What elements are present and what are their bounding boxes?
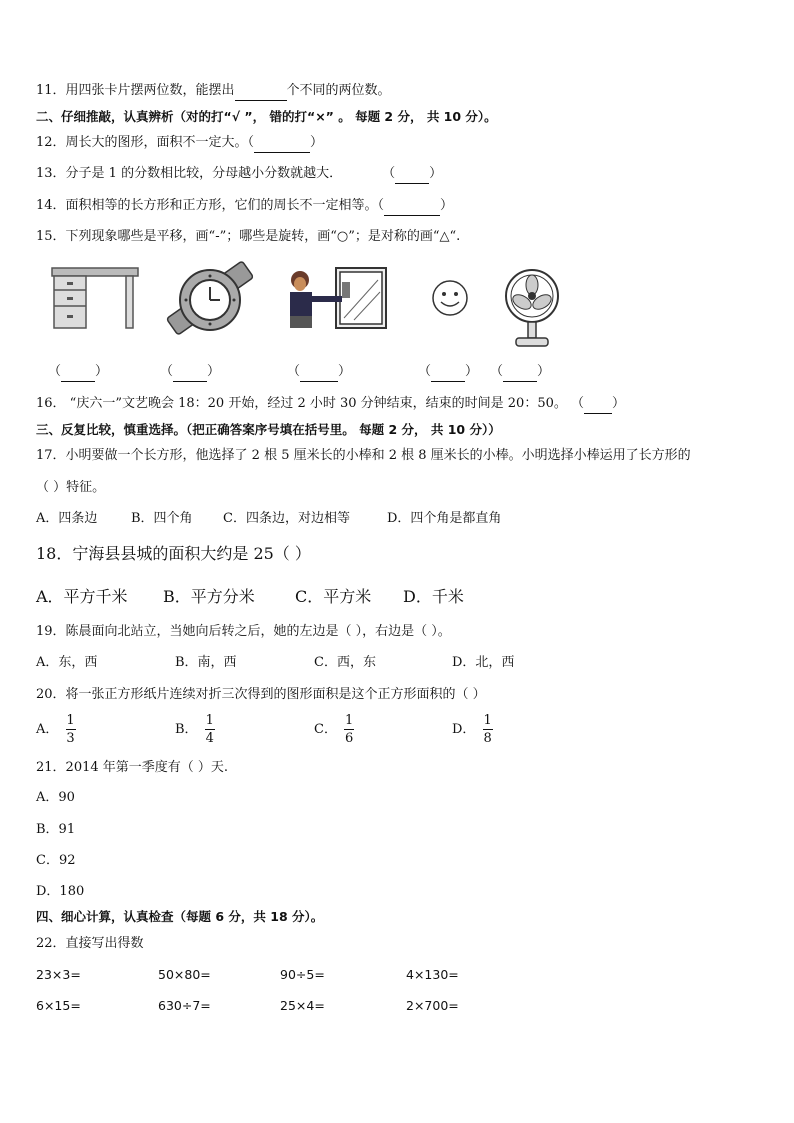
watch-icon	[164, 260, 256, 342]
q21-option-c[interactable]: C．92	[36, 853, 76, 868]
q18-option-a[interactable]: A．平方千米	[36, 587, 128, 606]
calc-item: 2×700=	[406, 998, 459, 1013]
question-17-line-2: （ ）特征。	[36, 480, 106, 495]
question-17-line-1: 17．小明要做一个长方形，他选择了 2 根 5 厘米长的小棒和 2 根 8 厘米长的小棒。小明选择小棒运用了长方形的	[36, 448, 691, 463]
q12-close: ）	[310, 135, 324, 150]
answer-blank[interactable]	[395, 165, 429, 184]
answer-blank[interactable]	[254, 134, 310, 153]
calc-item: 25×4=	[280, 998, 325, 1013]
q14-text: 14．面积相等的长方形和正方形，它们的周长不一定相等。（	[36, 198, 385, 213]
calc-item: 6×15=	[36, 998, 81, 1013]
q20-option-b[interactable]: B． $\frac{1}{4}$	[175, 713, 214, 746]
fraction-numerator: 1	[66, 713, 75, 728]
fraction-denominator: 6	[344, 731, 354, 746]
q17-option-d[interactable]: D．四个角是都直角	[387, 511, 502, 526]
q19-option-a[interactable]: A．东，西	[36, 655, 98, 670]
q18-option-d[interactable]: D．千米	[403, 587, 464, 606]
question-13	[36, 165, 442, 184]
q17-option-a[interactable]: A．四条边	[36, 511, 98, 526]
q15-answer-4[interactable]: （ ）	[418, 363, 478, 382]
fraction-denominator: 3	[66, 731, 75, 746]
question-20: 20．将一张正方形纸片连续对折三次得到的图形面积是这个正方形面积的（ ）	[36, 687, 486, 702]
q21-option-b[interactable]: B．91	[36, 822, 76, 837]
q18-option-c[interactable]: C．平方米	[295, 587, 372, 606]
q20-option-a[interactable]: A． $\frac{1}{3}$	[36, 713, 75, 746]
question-22: 22．直接写出得数	[36, 936, 144, 951]
q21-option-d[interactable]: D．180	[36, 884, 85, 899]
section-4-title: 四、细心计算，认真检查（每题 6 分，共 18 分）。	[36, 909, 324, 924]
q12-text: 12．周长大的图形，面积不一定大。（	[36, 135, 255, 150]
q17-option-b[interactable]: B．四个角	[131, 511, 193, 526]
question-11	[36, 82, 391, 101]
person-pushing-window-icon	[282, 266, 388, 334]
answer-blank[interactable]	[384, 197, 440, 216]
answer-blank[interactable]	[235, 82, 287, 101]
q15-answer-1[interactable]: （ ）	[48, 363, 108, 382]
question-12	[36, 134, 323, 153]
q13-close: ）	[429, 166, 443, 181]
calc-item: 23×3=	[36, 967, 81, 982]
q19-option-d[interactable]: D．北，西	[452, 655, 515, 670]
desk-icon	[50, 266, 140, 334]
calc-item: 50×80=	[158, 967, 211, 982]
q17-option-c[interactable]: C．四条边，对边相等	[223, 511, 350, 526]
section-2-title: 二、仔细推敲，认真辨析（对的打“√ ”， 错的打“×” 。 每题 2 分， 共 10 分）。	[36, 109, 497, 124]
question-19: 19．陈晨面向北站立，当她向后转之后，她的左边是（ ），右边是（ ）。	[36, 624, 451, 639]
q13-open: （	[382, 166, 396, 181]
q16-close: ）	[612, 396, 626, 411]
question-16	[36, 395, 625, 414]
q19-option-c[interactable]: C．西，东	[314, 655, 376, 670]
question-18: 18．宁海县县城的面积大约是 25（ ）	[36, 544, 311, 563]
answer-blank[interactable]	[584, 395, 612, 414]
fraction-numerator: 1	[205, 713, 214, 728]
q16-text: 16． “庆六一”文艺晚会 18：20 开始，经过 2 小时 30 分钟结束，结束的时间是 20：50。 （	[36, 396, 585, 411]
fraction-denominator: 4	[205, 731, 214, 746]
q11-suffix: 个不同的两位数。	[286, 83, 391, 98]
q15-answer-5[interactable]: （ ）	[490, 363, 550, 382]
fraction-numerator: 1	[483, 713, 492, 728]
q14-close: ）	[440, 198, 454, 213]
question-15: 15．下列现象哪些是平移，画“-”；哪些是旋转，画“○”；是对称的画“△“.	[36, 229, 461, 244]
fraction-denominator: 8	[483, 731, 492, 746]
smiley-face-icon	[430, 278, 470, 322]
q19-option-b[interactable]: B．南，西	[175, 655, 237, 670]
q15-answer-2[interactable]: （ ）	[160, 363, 220, 382]
q20-option-c[interactable]: C． $\frac{1}{6}$	[314, 713, 354, 746]
q15-answer-3[interactable]: （ ）	[287, 363, 351, 382]
electric-fan-icon	[500, 268, 564, 352]
q11-prefix: 11．用四张卡片摆两位数，能摆出	[36, 83, 235, 98]
question-14	[36, 197, 453, 216]
q18-option-b[interactable]: B．平方分米	[163, 587, 255, 606]
question-21: 21．2014 年第一季度有（ ）天.	[36, 760, 229, 775]
q21-option-a[interactable]: A．90	[36, 790, 75, 805]
q20-option-d[interactable]: D． $\frac{1}{8}$	[452, 713, 492, 746]
calc-item: 630÷7=	[158, 998, 211, 1013]
calc-item: 4×130=	[406, 967, 459, 982]
calc-item: 90÷5=	[280, 967, 325, 982]
fraction-numerator: 1	[344, 713, 354, 728]
section-3-title: 三、反复比较，慎重选择。（把正确答案序号填在括号里。 每题 2 分， 共 10 分））	[36, 422, 501, 437]
q13-text: 13．分子是 1 的分数相比较，分母越小分数就越大．	[36, 166, 343, 181]
